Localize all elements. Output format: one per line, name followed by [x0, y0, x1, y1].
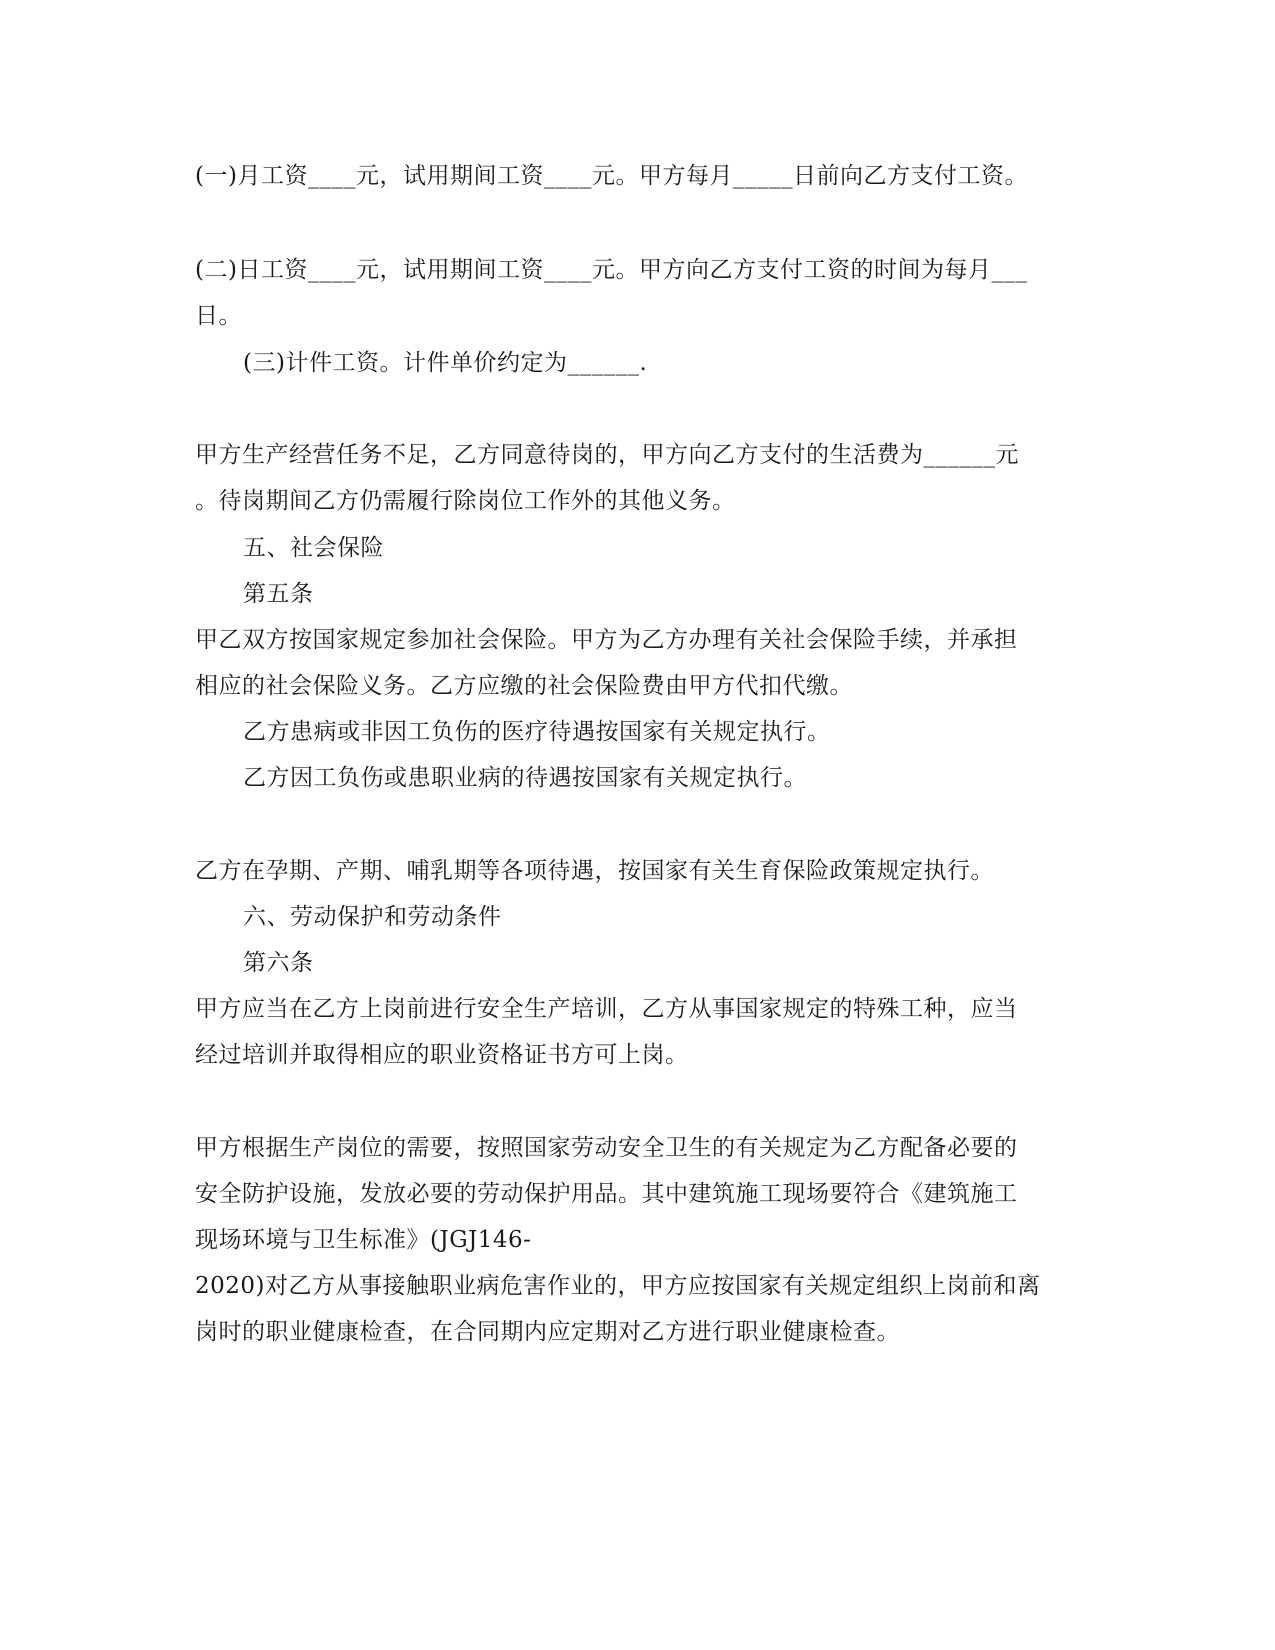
text-line-wage-daily: (二)日工资____元，试用期间工资____元。甲方向乙方支付工资的时间为每月___ — [195, 257, 1028, 283]
text-line-injury: 乙方因工负伤或患职业病的待遇按国家有关规定执行。 — [243, 765, 807, 791]
text-line-wage-daily-cont: 日。 — [195, 303, 242, 329]
text-line-protection-cont-1: 安全防护设施，发放必要的劳动保护用品。其中建筑施工现场要符合《建筑施工 — [195, 1181, 1018, 1207]
text-line-training: 甲方应当在乙方上岗前进行安全生产培训，乙方从事国家规定的特殊工种，应当 — [195, 996, 1018, 1022]
text-line-insurance: 甲乙双方按国家规定参加社会保险。甲方为乙方办理有关社会保险手续，并承担 — [195, 627, 1018, 653]
text-line-maternity: 乙方在孕期、产期、哺乳期等各项待遇，按国家有关生育保险政策规定执行。 — [195, 858, 994, 884]
text-line-insurance-cont: 相应的社会保险义务。乙方应缴的社会保险费由甲方代扣代缴。 — [195, 673, 853, 699]
text-line-protection-cont-3: 2020)对乙方从事接触职业病危害作业的，甲方应按国家有关规定组织上岗前和离 — [195, 1273, 1041, 1299]
article-heading-5: 第五条 — [243, 581, 314, 607]
section-heading-labor-protection: 六、劳动保护和劳动条件 — [243, 904, 502, 930]
text-line-wage-monthly: (一)月工资____元，试用期间工资____元。甲方每月_____日前向乙方支付工资。 — [195, 163, 1028, 189]
section-heading-social-insurance: 五、社会保险 — [243, 535, 384, 561]
text-line-protection-cont-4: 岗时的职业健康检查，在合同期内应定期对乙方进行职业健康检查。 — [195, 1319, 900, 1345]
article-heading-6: 第六条 — [243, 950, 314, 976]
text-line-protection: 甲方根据生产岗位的需要，按照国家劳动安全卫生的有关规定为乙方配备必要的 — [195, 1135, 1018, 1161]
text-line-illness: 乙方患病或非因工负伤的医疗待遇按国家有关规定执行。 — [243, 719, 831, 745]
text-line-piece-wage: (三)计件工资。计件单价约定为______. — [243, 350, 648, 376]
text-line-standby: 甲方生产经营任务不足，乙方同意待岗的，甲方向乙方支付的生活费为______元 — [195, 442, 1019, 468]
text-line-training-cont: 经过培训并取得相应的职业资格证书方可上岗。 — [195, 1042, 689, 1068]
text-line-protection-cont-2: 现场环境与卫生标准》(JGJ146- — [195, 1227, 532, 1253]
text-line-standby-cont: 。待岗期间乙方仍需履行除岗位工作外的其他义务。 — [195, 488, 736, 514]
